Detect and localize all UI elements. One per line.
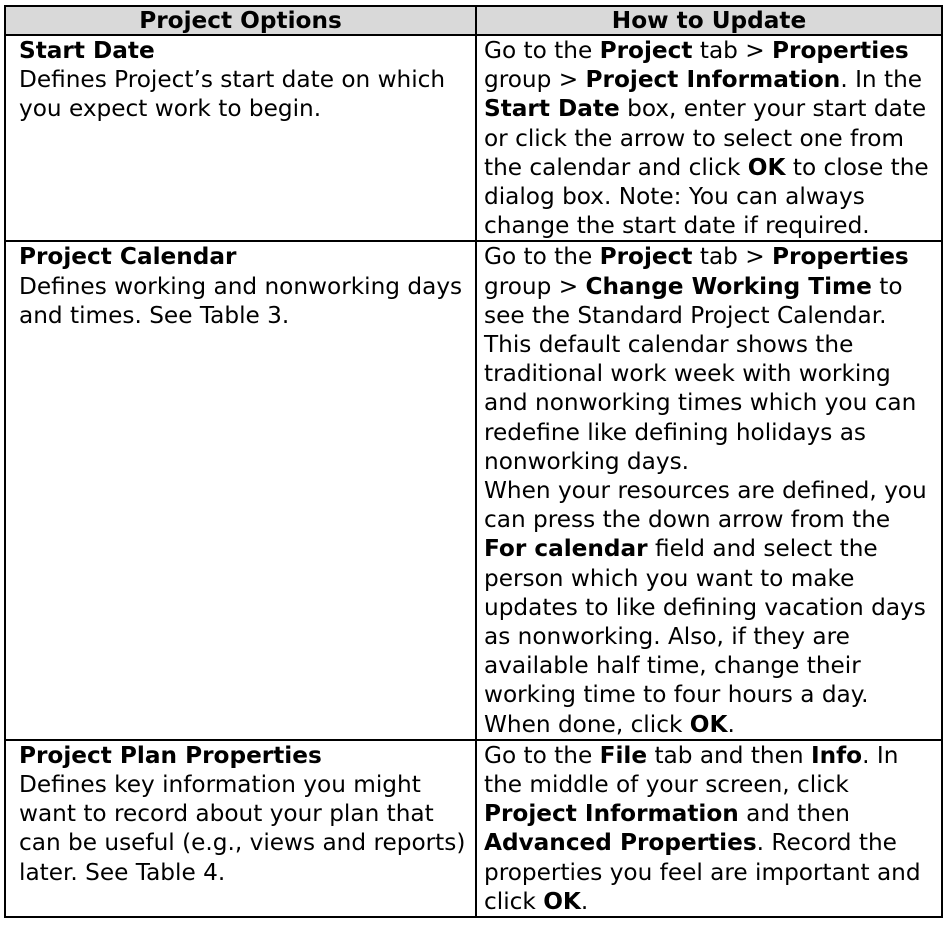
instruction-text: . In the middle of your screen, click: [484, 741, 899, 799]
emphasized-term: OK: [689, 710, 728, 738]
instruction-text: to see the Standard Project Calendar. This default calendar shows the traditional work week with working and nonworking times which you can redefine like defining holidays as nonworking days.: [484, 272, 917, 475]
instruction-paragraph: [484, 36, 937, 240]
emphasized-term: OK: [543, 887, 581, 915]
emphasized-term: Advanced Properties: [484, 829, 757, 857]
instruction-text: Go to the: [484, 243, 600, 271]
instruction-text: and then: [738, 800, 850, 828]
instruction-text: to close the dialog box. Note: You can always change the start date if required.: [484, 153, 929, 240]
emphasized-term: Start Date: [484, 95, 620, 123]
option-description: Defines Project’s start date on which you expect work to begin.: [19, 66, 446, 123]
emphasized-term: File: [599, 741, 648, 769]
emphasized-term: Properties: [772, 243, 909, 271]
option-title: Project Plan Properties: [19, 741, 322, 769]
instruction-text: tab >: [692, 37, 773, 64]
emphasized-term: Project Information: [585, 66, 841, 94]
option-description: Defines key information you might want to record about your plan that can be useful (e.g., views and reports) later. See Table 4.: [19, 771, 466, 886]
emphasized-term: Change Working Time: [585, 272, 872, 300]
instruction-text: . In the: [840, 66, 923, 94]
instruction-text: .: [580, 887, 589, 915]
instruction-text: field and select the person which you want to make updates to like defining vacation days as nonworking. Also, if they are available half time, change their working time to four hours a day. When done, click: [484, 535, 926, 738]
instruction-text: tab >: [692, 243, 773, 271]
instruction-text: .: [727, 710, 735, 738]
how-to-update-cell: [476, 35, 942, 241]
how-to-update-cell: [476, 241, 942, 739]
instruction-paragraph: [484, 741, 937, 916]
instruction-paragraph: [484, 476, 937, 739]
emphasized-term: Properties: [772, 37, 909, 64]
instruction-text: Go to the: [484, 741, 600, 769]
table-row: [5, 241, 942, 739]
instruction-text: tab and then: [647, 741, 811, 769]
option-title: Project Calendar: [19, 243, 237, 271]
table-row: [5, 35, 942, 241]
emphasized-term: OK: [747, 153, 786, 181]
option-description: Defines working and nonworking days and times. See Table 3.: [19, 272, 463, 329]
emphasized-term: Project Information: [484, 800, 739, 828]
table-header-row: [5, 6, 942, 35]
emphasized-term: Info: [810, 741, 863, 769]
emphasized-term: Project: [599, 37, 693, 64]
instruction-paragraph: [484, 242, 937, 476]
instruction-text: . Record the properties you feel are important and click: [484, 829, 921, 915]
table-row: [5, 740, 942, 917]
option-title: Start Date: [19, 37, 155, 64]
instruction-text: group >: [484, 272, 586, 300]
emphasized-term: Project: [599, 243, 693, 271]
instruction-text: box, enter your start date or click the arrow to select one from the calendar and click: [484, 95, 927, 181]
option-cell: [5, 35, 476, 241]
header-project-options: Project Options: [5, 6, 476, 35]
option-cell: [5, 740, 476, 917]
how-to-update-cell: [476, 740, 942, 917]
emphasized-term: For calendar: [484, 535, 648, 563]
options-table-container: [4, 5, 941, 918]
header-how-to-update: How to Update: [476, 6, 942, 35]
instruction-text: group >: [484, 66, 586, 94]
instruction-text: When your resources are defined, you can press the down arrow from the: [484, 477, 927, 534]
instruction-text: Go to the: [484, 37, 600, 64]
option-cell: [5, 241, 476, 739]
project-options-table: [4, 5, 943, 918]
